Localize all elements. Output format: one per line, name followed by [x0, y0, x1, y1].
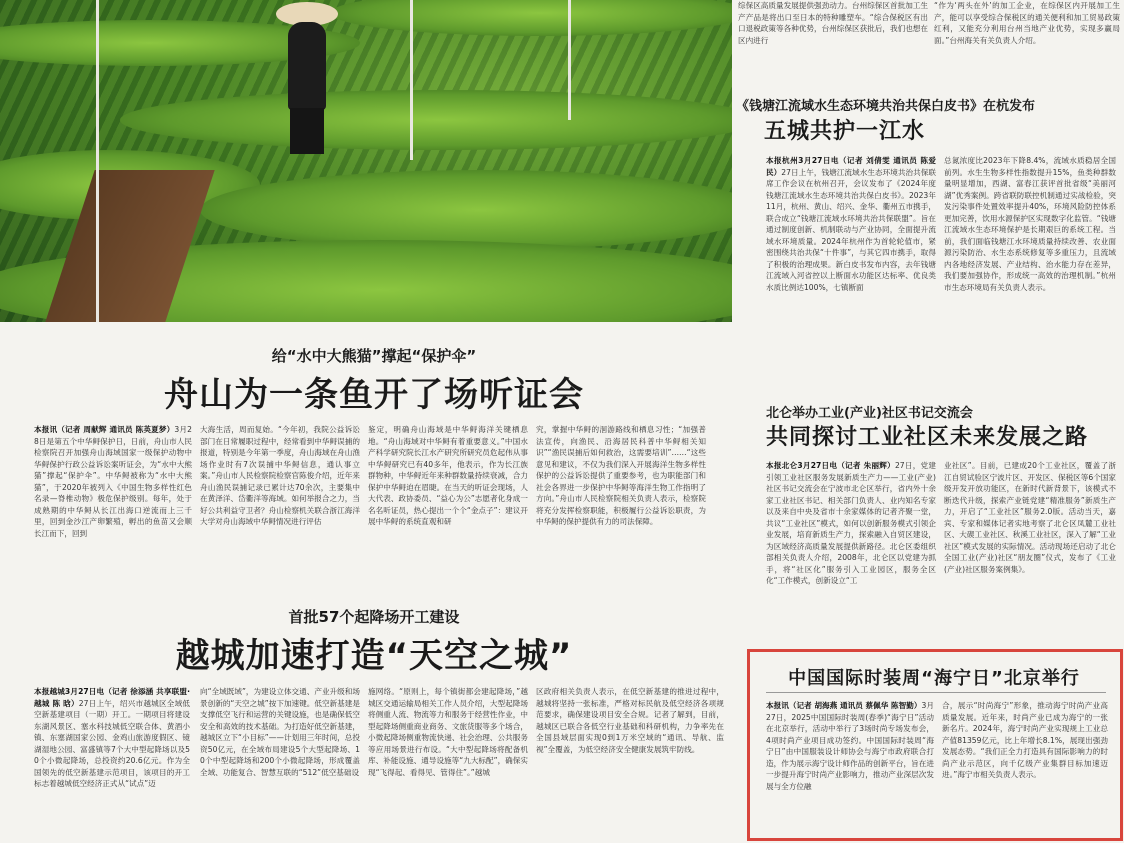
qiantang-col1-text: 27日上午，钱塘江流域水生态环境共治共保联席工作会议在杭州召开，会议发布了《2024年度钱塘江流域水生态环境共治共保白皮书》。2023年11月，杭州、黄山、绍兴、金华、衢州五市携手，联合成立“钱塘江流域水环境共治共保联盟”。旨在通过制度创新、机制联动与产业协同，全面提升流域水环境质量。2024年杭州作为首轮轮值市，紧密围绕共治共保“十件事”，与其它四市携手，取得了积极的治理成果。新白皮书发布内容，去年钱塘江流域入河省控以上断面水功能区达标率、优良类水质比例达100%，七镇断面	[766, 167, 936, 292]
haining-col1-text: 3月27日，2025中国国际时装周(春季)“海宁日”活动在北京举行，活动中举行了3场时尚专场发布会，4项时尚产业项目成功签约。中国国际时装周“海宁日”由中国服装设计师协会与海宁市政府联合打造，作为展示海宁设计师作品的创新平台，旨在进一步提升海宁时尚产业影响力，推动产业深层次发展与全方位融	[766, 701, 934, 791]
qiantang-title: 五城共护一江水	[764, 119, 926, 144]
right-top-col2: “作为‘两头在外’的加工企业，在综保区内开展加工生产，能可以享受综合保税区的通关便利和加工贸易政策红利，又能充分利用台州当地产业优势，实现多赢局面。”台州海关有关负责人介绍。	[934, 1, 1120, 45]
yuecheng-col2: 向“全域既域”，为建设立体交通、产业升级和场景创新的“天空之城”按下加速键。低空新基建是支撑低空飞行和运营的关键设施，也是确保低空安全和高效的技术基础。为打造好低空新基建，越城区立下“小目标”——计划用三年时间，总投资50亿元，在全域布局建设5个大型起降场、10个中型起降场和200个小微起降场，形成覆盖全域、功能复合、智慧互联的“512”低空基础设	[200, 687, 360, 777]
beilun-col1	[766, 460, 936, 640]
yuecheng-lead: 本报越城3月27日电（记者 徐添涵 共享联盟·越城 陈 晗）	[34, 687, 190, 708]
beilun-col2: 业社区”。目前，已建成20个工业社区，覆盖了浙江自贸试验区宁波片区、开发区、保税区等6个国家级开发开放功能区，在新时代新背景下，该模式不断迭代升级，探索产业链党建“精准服务”新质生产力，开启了“工业社区”服务2.0版。活动当天，嘉宾、专家和媒体记者实地考察了北仑区凤麓工业社区、大碶工业社区、秋溪工业社区，深入了解“工业社区”模式发展的实际情况。活动现场还启动了北仑全国工业(产业)社区“朋友圈”仪式，发布了《工业(产业)社区服务案例集》。	[944, 461, 1116, 574]
haining-col2: 合，展示“时尚海宁”形象，推动海宁时尚产业高质量发展。近年来，时尚产业已成为海宁的一张新名片。2024年，海宁时尚产业实现规上工业总产值81359亿元，比上年增长8.1%，展现出强劲发展态势。“我们正全力打造具有国际影响力的时尚产业示范区，向千亿级产业集群目标加速迈进。”海宁市相关负责人表示。	[942, 701, 1108, 779]
haining-col1	[766, 700, 934, 830]
beilun-lead: 本报北仑3月27日电（记者 朱丽辉）	[766, 461, 895, 470]
qiantang-col1	[766, 155, 936, 385]
qiantang-kicker: 《钱塘江流域水生态环境共治共保白皮书》在杭发布	[736, 99, 1036, 114]
haining-lead: 本报讯（记者 胡海燕 通讯员 蔡佩华 陈智勤）	[766, 701, 922, 710]
zhoushan-col3: 鉴定，明确舟山海域是中华鲟海洋关键栖息地。“舟山海域对中华鲟有着重要意义。”中国水产科学研究院长江水产研究所研究员危起伟从事中华鲟研究已有40多年，他表示，作为长江族群物种，中华鲟近年来种群数量持续衰减，合力保护中华鲟迫在眉睫。在当天的听证会现场，人大代表、政协委员、“益心为公”志愿者化身成一名名听证员，热心提出一个个“金点子”：建议开展中华鲟的系统直观和研	[368, 425, 528, 526]
yuecheng-col1	[34, 686, 190, 838]
beilun-col1-text: 27日，党建引领工业社区服务发展新质生产力——工业(产业)社区书记交流会在宁波市北仑区举行，省内外十余家工业社区书记、相关部门负责人、业内知名专家以及来自中央及省市十余家媒体的记者齐聚一堂，共议“工业社区”模式，如何以创新服务模式引领企业发展，培育新质生产力，探索融入自贸区建设，为区域经济高质量发展提供新路径。北仑区委组织部相关负责人介绍，2008年，北仑区以党建为抓手，将“社区化”服务引入工业园区，服务全区化“工作模式，创新设立“工	[766, 461, 936, 585]
beilun-title: 共同探讨工业社区未来发展之路	[766, 425, 1089, 450]
zhoushan-col1-text: 3月28日是第五个中华鲟保护日，日前，舟山市人民检察院召开加强舟山海域国家一级保护动物中华鲟保护行政公益诉讼案听证会，为“水中大熊猫”撑起“保护伞”。中华鲟被称为“水中大熊猫”，于2020年被列入《中国生物多样性红色名录—脊椎动物》极危保护级别。每年，处于成熟期的中华鲟从长江出海口逆流而上三千里，回到金沙江产卵繁殖，孵出的鱼苗又会顺长江而下，回到	[34, 425, 192, 538]
zhoushan-col1	[34, 424, 192, 584]
qiantang-lead: 本报杭州3月27日电（记者 刘倩雯 通讯员 陈爱民）	[766, 156, 936, 177]
yuecheng-title: 越城加速打造“天空之城”	[175, 636, 573, 676]
yuecheng-col4: 区政府相关负责人表示，在低空新基建的推进过程中，越城将坚持一张标准，严格对标民航及低空经济各项规范要求，确保建设项目安全合规。记者了解到，目前，越城区已联合各低空行业基础和科研机构，力争率先在全国县域层面实现0到1万米空域的“通讯、导航、监视”全覆盖，为低空经济安全健康发展筑牢防线。	[536, 687, 724, 754]
zhoushan-title: 舟山为一条鱼开了场听证会	[164, 375, 584, 415]
haining-divider	[766, 692, 1106, 693]
zhoushan-lead: 本报讯（记者 周献辉 通讯员 陈英夏梦）	[34, 425, 175, 434]
zhoushan-col2: 大海生活，周而复始。“今年初，我院公益诉讼部门在日常履职过程中，经常看到中华鲟误捕的报道，特别是今年第一季度，舟山海域在舟山渔场作业时有7次误捕中华鲟信息，通认事立案。”舟山市人民检察院检察官陈俊介绍，近年来舟山渔民误捕记录已累计达70余次，主要集中在黄泽洋、岱衢洋等海域。如何举报合之力，当好公共利益守卫者？舟山检察机关联合浙江海洋大学对舟山海域中华鲟情况进行评估	[200, 425, 360, 526]
qiantang-col2: 总氮浓度比2023年下降8.4%，流域水质稳居全国前列。水生生物多样性指数提升15%，鱼类种群数量明显增加，西湖、富春江获评首批省级“美丽河湖”优秀案例。跨省联防联控机制通过实战检验，突发污染事件处置效率提升40%，环境风险防控体系更加完善，饮用水源保护区实现数字化监管。“钱塘江流域水生态环境保护是长期艰巨的系统工程。当前，我们面临钱塘江水环境质量持续改善、农业面源污染防治、水生态系统修复等多重压力，且流域内各地经济发展、产业结构、治水能力存在差异，我们要加强协作，形成统一高效的治理机制。”杭州市生态环境局有关负责人表示。	[944, 156, 1116, 292]
zhoushan-col4: 究，掌握中华鲟的洄游路线和栖息习性；“加强普法宣传，向渔民、沿海居民科普中华鲟相关知识”“渔民误捕后如何救治，这需要培训”……“这些意见和建议，不仅为我们深入开展海洋生物多样性保护的公益诉讼提供了重要参考，也为职能部门和社会各界进一步保护中华鲟等海洋生物工作指明了方向。”舟山市人民检察院相关负责人表示，检察院将充分发挥检察职能，积极履行公益诉讼职责，为中华鲟的保护提供有力的司法保障。	[536, 425, 706, 526]
yuecheng-col3: 施网络。“原则上，每个镇街都会建起降场，”越城区交通运输局相关工作人员介绍，大型起降场将侧重人流、物流等力和服务于经营性作业，中型起降场侧重商业商务、文旅货服等多个场合，小微起降场侧重物流快递、社会治理、公共服务等应用场景进行布设。“大中型起降场将配备机库、补能设施、通导设施等“九大标配”，确保实现“飞得起、看得见、管得住”。”越城	[368, 687, 528, 777]
zhoushan-kicker: 给“水中大熊猫”撑起“保护伞”	[271, 347, 477, 365]
right-top-col1: 综保区高质量发展提供强劲动力。台州综保区首批加工生产产品是将出口至日本的特种雕塑车。“综合保税区有出口退税政策等各种优势，台州综保区获批后，我们也想在区内进行	[738, 1, 928, 45]
yuecheng-kicker: 首批57个起降场开工建设	[288, 608, 460, 626]
haining-title: 中国国际时装周“海宁日”北京举行	[788, 668, 1080, 689]
tea-garden-photo	[0, 0, 732, 322]
beilun-kicker: 北仑举办工业(产业)社区书记交流会	[766, 406, 973, 421]
yuecheng-col1-text: 27日上午，绍兴市越城区全域低空新基建项目（一期）开工。一期项目将建设东湖风景区、塞水科技城低空联合体、黄酒小镇、东塞湖国家公园、金鸡山旅游度假区、镜湖湿地公园、富盛镇等7个大中型起降场以及50个小微起降场，总投资约20.6亿元。作为全国领先的低空新基建示范项目，该项目的开工标志着越城低空经济正式从“试点”迈	[34, 698, 190, 788]
